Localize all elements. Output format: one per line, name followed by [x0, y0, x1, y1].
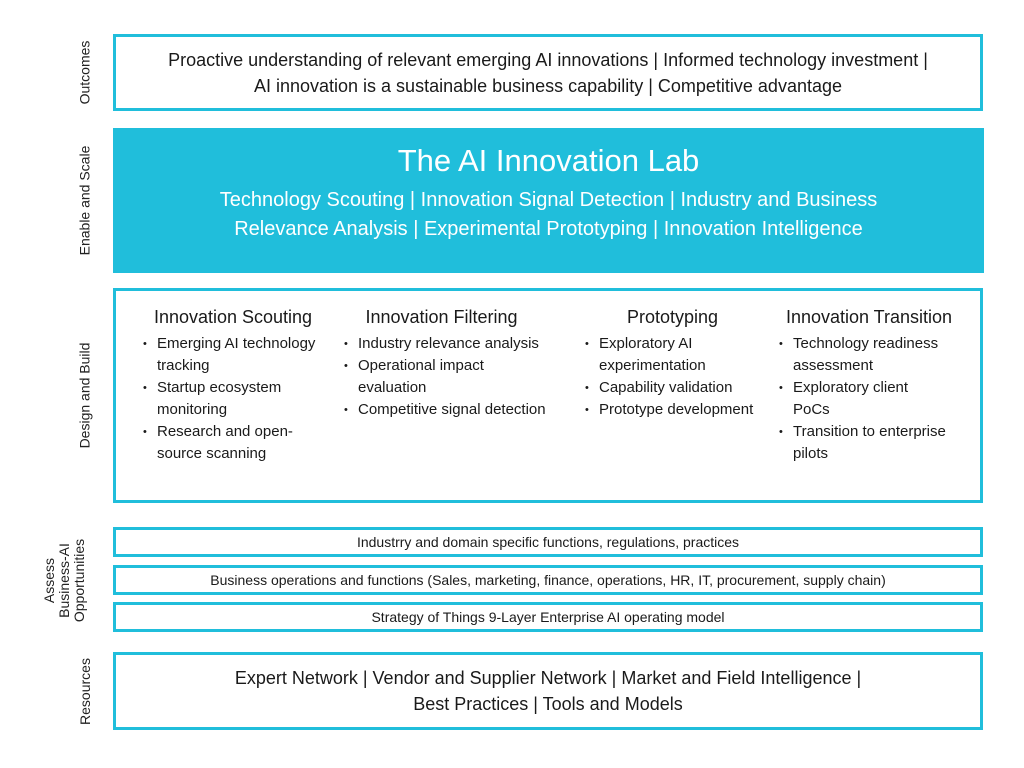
- column-title: Innovation Transition: [785, 307, 953, 327]
- ai-innovation-lab-box: [113, 128, 984, 273]
- assess-label-line-3: Opportunities: [71, 538, 88, 622]
- list-item: • Operational impact evaluation: [344, 355, 504, 399]
- column-list: [344, 333, 569, 421]
- design-build-label: [68, 288, 102, 503]
- assess-row-text: Strategy of Things 9-Layer Enterprise AI operating model: [371, 609, 725, 625]
- column-innovation-scouting: [143, 305, 323, 465]
- column-prototyping: [585, 305, 770, 421]
- lab-capabilities: [220, 186, 877, 244]
- list-item: • Exploratory AI experimentation: [585, 333, 725, 377]
- list-item: • Research and open-source scanning: [143, 421, 323, 465]
- column-title: Innovation Filtering: [365, 307, 518, 327]
- list-item: • Industry relevance analysis: [344, 333, 569, 355]
- assess-label-line-1: Assess: [41, 557, 58, 603]
- lab-line-1: Technology Scouting | Innovation Signal Detection | Industry and Business: [219, 189, 878, 211]
- outcomes-line-1: Proactive understanding of relevant emerging AI innovations | Informed technology investment |: [168, 49, 928, 70]
- assess-row-operating-model: [113, 602, 983, 632]
- lab-title: The AI Innovation Lab: [397, 143, 700, 178]
- assess-label-text: [43, 538, 88, 621]
- resources-line-2: Best Practices | Tools and Models: [413, 694, 683, 714]
- list-item: • Competitive signal detection: [344, 399, 569, 421]
- enable-scale-label-text: Enable and Scale: [76, 145, 93, 256]
- column-list: [585, 333, 770, 421]
- outcomes-text: [168, 47, 928, 99]
- assess-label-line-2: Business-AI: [56, 542, 73, 618]
- assess-label: [30, 527, 100, 633]
- assess-row-text: Business operations and functions (Sales, marketing, finance, operations, HR, IT, procurement, supply chain): [210, 572, 886, 588]
- resources-label: [68, 652, 102, 730]
- column-title: Innovation Scouting: [153, 307, 313, 327]
- list-item: • Exploratory client PoCs: [779, 377, 929, 421]
- design-build-box: [113, 288, 983, 503]
- lab-line-2: Relevance Analysis | Experimental Prototyping | Innovation Intelligence: [234, 218, 863, 240]
- column-title: Prototyping: [626, 307, 719, 327]
- list-item: • Emerging AI technology tracking: [143, 333, 323, 377]
- outcomes-box: [113, 34, 983, 111]
- list-item: • Prototype development: [585, 399, 770, 421]
- design-build-label-text: Design and Build: [76, 342, 93, 449]
- resources-line-1: Expert Network | Vendor and Supplier Network | Market and Field Intelligence |: [234, 668, 862, 688]
- list-item: • Startup ecosystem monitoring: [143, 377, 323, 421]
- resources-label-text: Resources: [76, 657, 93, 725]
- resources-box: [113, 652, 983, 730]
- enable-scale-label: [68, 128, 102, 273]
- list-item: • Transition to enterprise pilots: [779, 421, 959, 465]
- outcomes-label: [68, 34, 102, 111]
- resources-text: [235, 665, 861, 717]
- assess-row-business-operations: [113, 565, 983, 595]
- assess-row-industry: [113, 527, 983, 557]
- column-list: [779, 333, 959, 465]
- list-item: • Capability validation: [585, 377, 770, 399]
- outcomes-label-text: Outcomes: [76, 40, 93, 105]
- column-innovation-filtering: [344, 305, 569, 421]
- outcomes-line-2: AI innovation is a sustainable business capability | Competitive advantage: [253, 75, 842, 96]
- column-innovation-transition: [779, 305, 959, 465]
- assess-row-text: Industrry and domain specific functions, regulations, practices: [356, 534, 740, 550]
- list-item: • Technology readiness assessment: [779, 333, 954, 377]
- column-list: [143, 333, 323, 465]
